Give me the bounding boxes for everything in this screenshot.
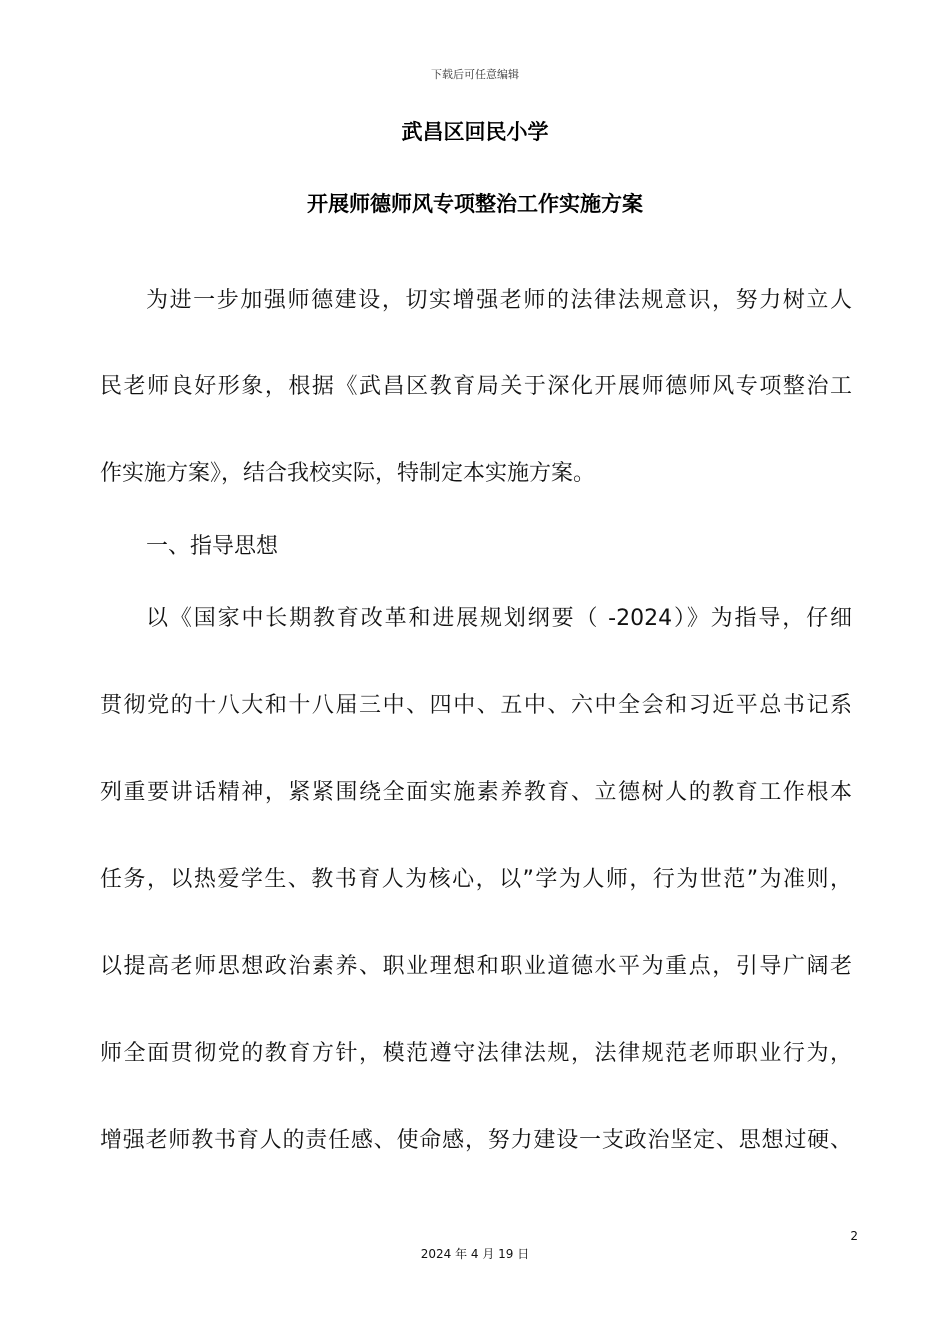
document-title-school: 武昌区回民小学 <box>401 120 549 144</box>
body-line: 民老师良好形象，根据《武昌区教育局关于深化开展师德师风专项整治工 <box>100 374 852 399</box>
body-line: 以《国家中长期教育改革和进展规划纲要（ -2024）》为指导，仔细 <box>146 606 852 631</box>
body-line: 以提高老师思想政治素养、职业理想和职业道德水平为重点，引导广阔老 <box>100 954 852 979</box>
body-line: 为进一步加强师德建设，切实增强老师的法律法规意识，努力树立人 <box>146 288 852 313</box>
header-note: 下载后可任意编辑 <box>431 68 519 81</box>
body-line: 列重要讲话精神，紧紧围绕全面实施素养教育、立德树人的教育工作根本 <box>100 780 852 805</box>
body-line: 增强老师教书育人的责任感、使命感，努力建设一支政治坚定、思想过硬、 <box>100 1128 852 1153</box>
body-line: 贯彻党的十八大和十八届三中、四中、五中、六中全会和习近平总书记系 <box>100 693 852 718</box>
page-number: 2 <box>850 1229 858 1243</box>
body-line: 作实施方案》，结合我校实际，特制定本实施方案。 <box>100 461 596 486</box>
document-title-plan: 开展师德师风专项整治工作实施方案 <box>307 192 643 216</box>
footer-date: 2024 年 4 月 19 日 <box>420 1247 530 1261</box>
section-heading: 一、指导思想 <box>146 534 279 559</box>
body-line: 任务，以热爱学生、教书育人为核心，以”学为人师，行为世范”为准则， <box>100 867 852 892</box>
body-line: 师全面贯彻党的教育方针，模范遵守法律法规，法律规范老师职业行为， <box>100 1041 852 1066</box>
